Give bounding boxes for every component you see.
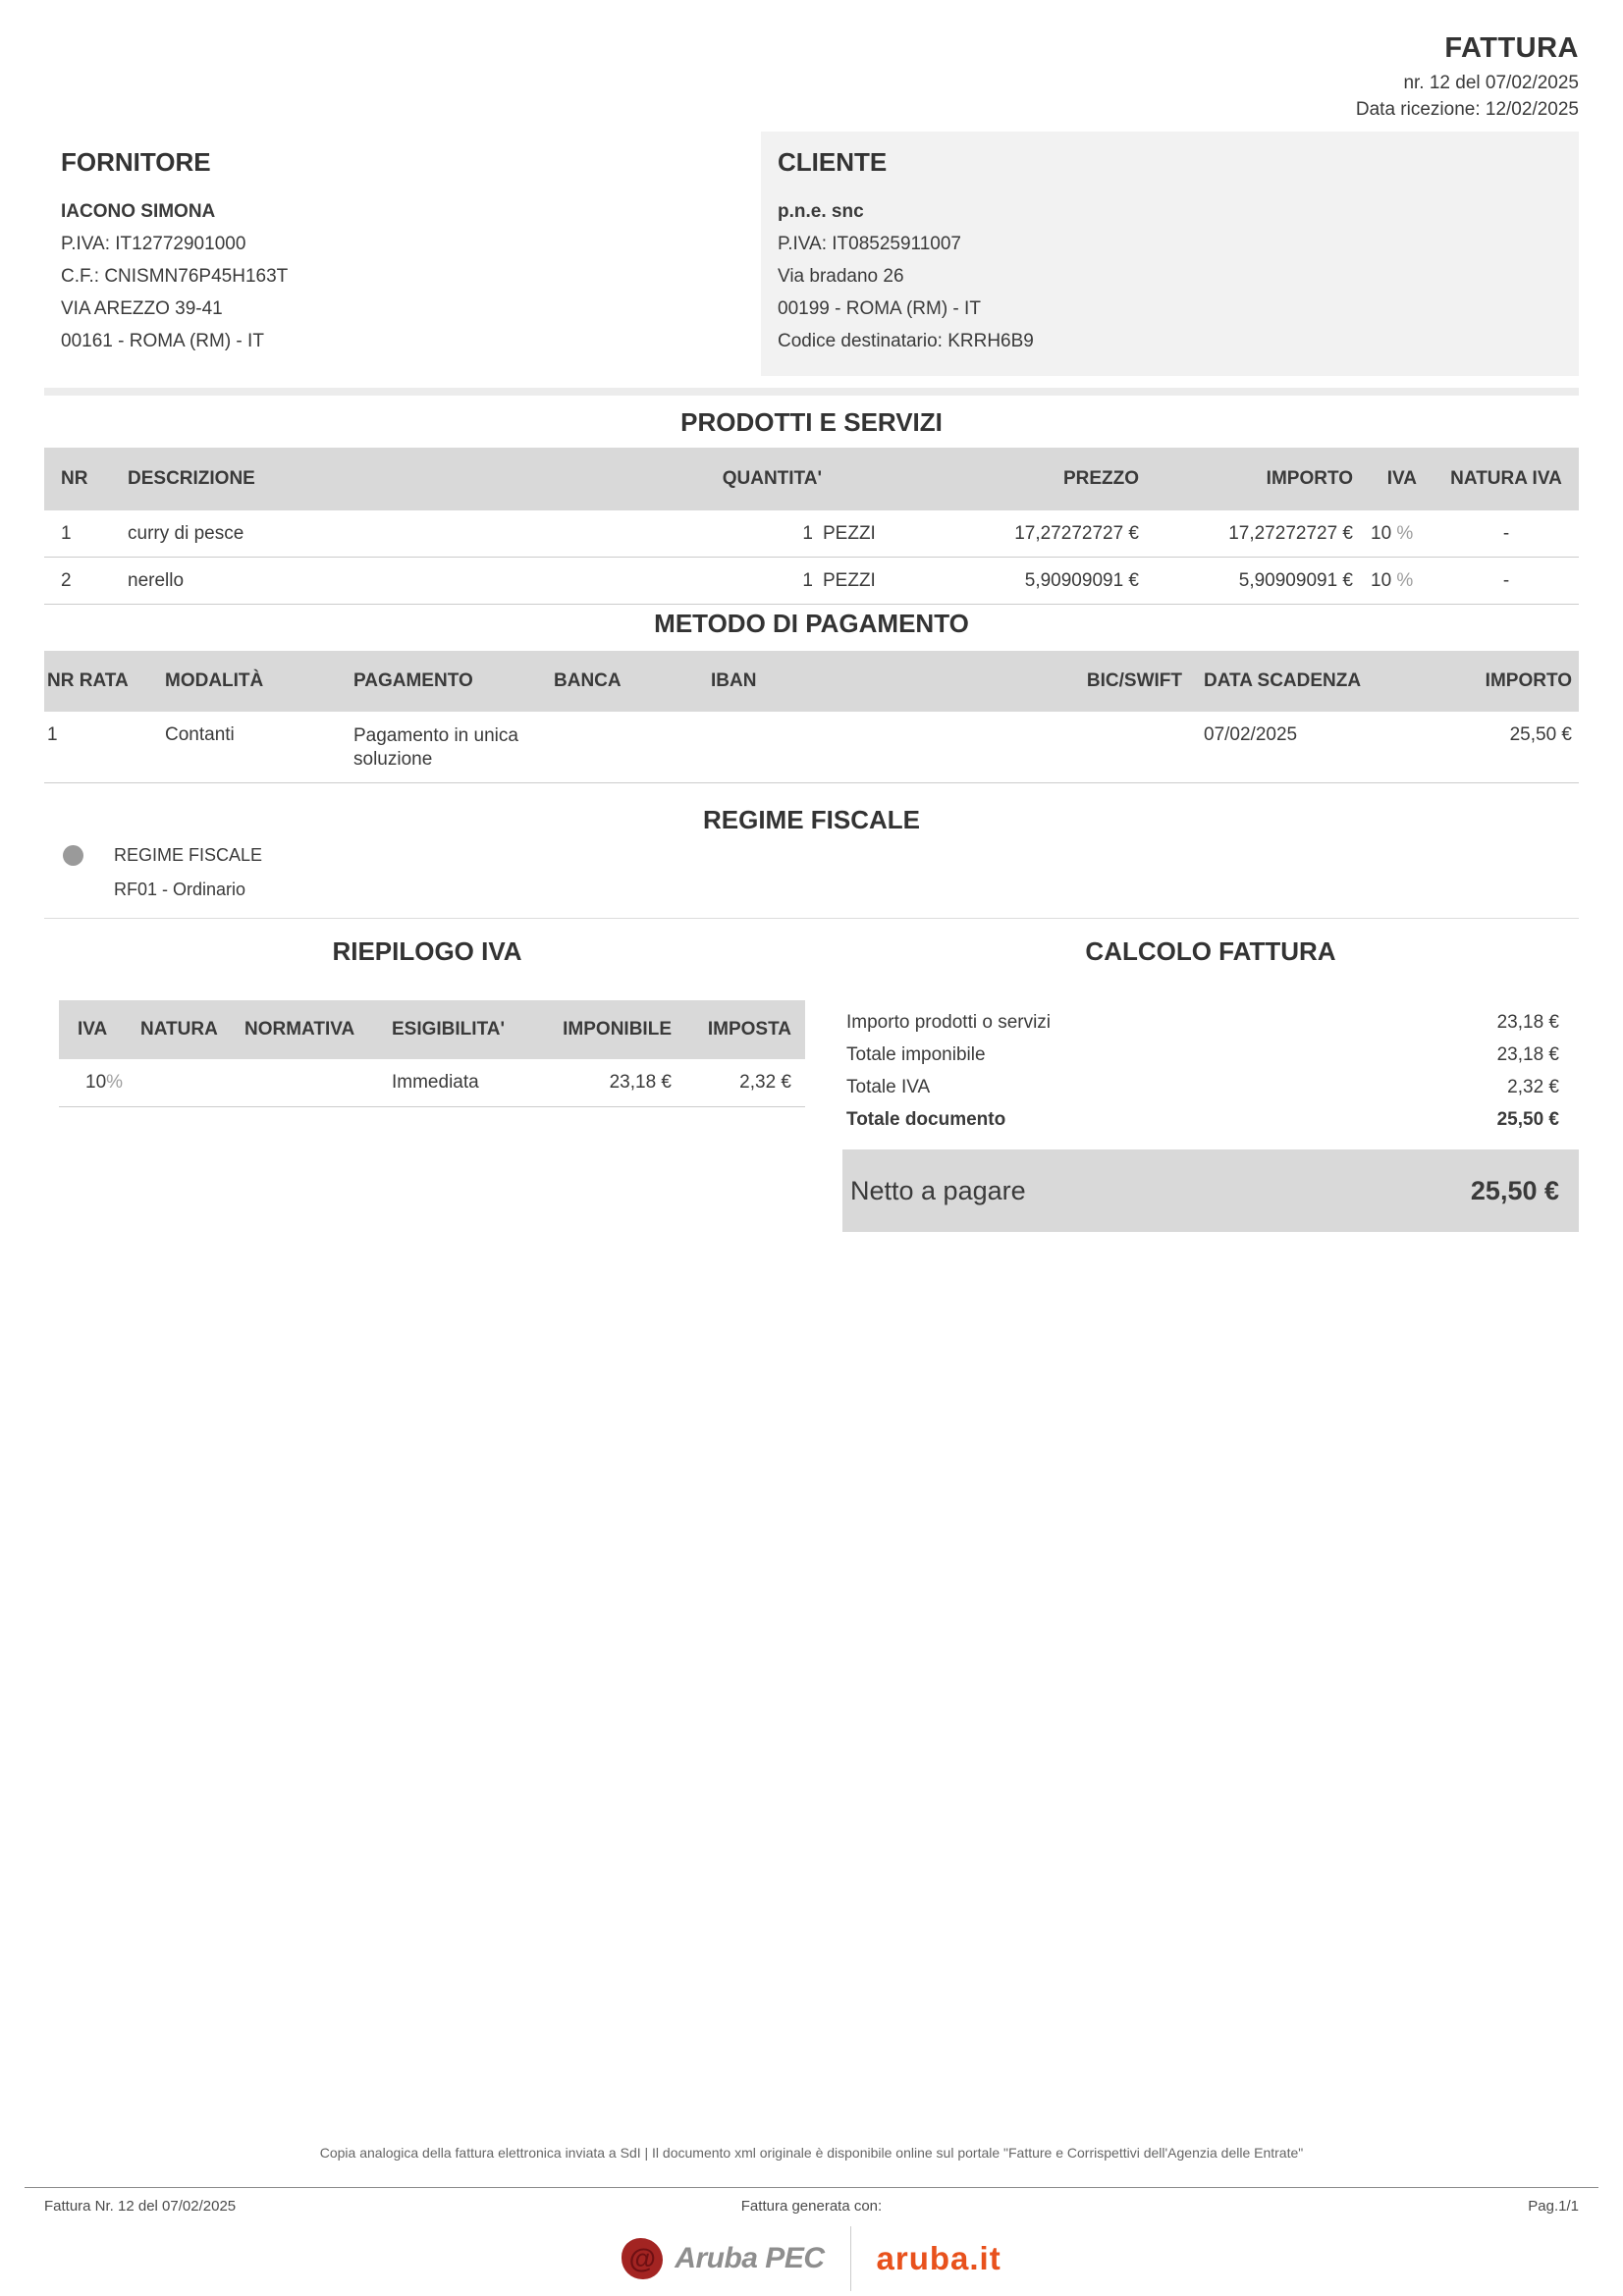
calc-row <box>842 1006 1579 1039</box>
product-vat-nature: - <box>1502 522 1510 544</box>
calc-row-total-document <box>842 1103 1579 1136</box>
calc-value: 23,18 € <box>1496 1012 1559 1033</box>
customer-vat: P.IVA: IT08525911007 <box>778 234 961 254</box>
vat-summary-heading: RIEPILOGO IVA <box>332 936 522 966</box>
col-iva: IVA <box>1386 468 1417 489</box>
col-normativa: NORMATIVA <box>244 1019 355 1040</box>
payment-nr: 1 <box>47 724 58 745</box>
calc-value: 2,32 € <box>1507 1077 1559 1097</box>
net-to-pay-label: Netto a pagare <box>850 1175 1026 1205</box>
supplier-address: VIA AREZZO 39-41 <box>61 298 223 319</box>
calc-label: Totale IVA <box>846 1077 931 1097</box>
document-header <box>0 0 1623 120</box>
supplier-heading: FORNITORE <box>61 147 211 177</box>
invoice-calc-column <box>842 938 1579 1232</box>
payment-method: Contanti <box>165 724 235 745</box>
regime-divider <box>44 918 1579 919</box>
payment-table <box>44 651 1579 783</box>
vat-summary-column <box>44 938 810 1232</box>
vat-chargeability: Immediata <box>392 1072 479 1093</box>
parties-section <box>44 132 1579 376</box>
product-vat-rate <box>1353 523 1434 545</box>
payment-bic <box>897 712 1182 724</box>
calc-label: Totale imponibile <box>846 1044 986 1065</box>
footer-invoice-ref: Fattura Nr. 12 del 07/02/2025 <box>44 2198 237 2215</box>
aruba-pec-logo-text: Aruba PEC <box>675 2242 825 2274</box>
calc-row <box>842 1071 1579 1103</box>
vat-rate-percent-sign: % <box>1396 569 1414 591</box>
calc-value: 25,50 € <box>1496 1109 1559 1130</box>
calc-label: Totale documento <box>846 1109 1006 1130</box>
product-nr: 2 <box>61 569 72 591</box>
vat-rate-number: 10 <box>85 1072 107 1093</box>
footer-page-number: Pag.1/1 <box>1528 2198 1579 2215</box>
col-banca: BANCA <box>554 670 622 691</box>
vat-rate-number: 10 <box>1371 569 1392 591</box>
col-modalita: MODALITÀ <box>165 670 264 691</box>
col-prezzo: PREZZO <box>1062 468 1139 489</box>
product-nr: 1 <box>61 522 72 544</box>
col-data-scadenza: DATA SCADENZA <box>1204 670 1362 691</box>
product-quantity-cell <box>452 570 913 592</box>
net-to-pay-box <box>842 1149 1579 1232</box>
product-description: curry di pesce <box>128 522 244 544</box>
footer-legal-note: Copia analogica della fattura elettronica inviata a SdI | Il documento xml originale è disponibile online sul portale "Fatture e Corrispettivi dell'Agenzia delle Entrate" <box>319 2145 1304 2161</box>
product-description: nerello <box>128 569 185 591</box>
products-table-header <box>44 448 1579 510</box>
vat-rate-number: 10 <box>1371 522 1392 544</box>
vat-taxable-amount: 23,18 € <box>609 1072 672 1093</box>
invoice-calc-heading: CALCOLO FATTURA <box>1085 936 1336 966</box>
vat-tax-amount: 2,32 € <box>739 1072 791 1093</box>
section-divider-strip <box>44 388 1579 396</box>
col-importo: IMPORTO <box>1266 468 1353 489</box>
col-bic-swift: BIC/SWIFT <box>1086 670 1182 691</box>
product-unit: PEZZI <box>823 522 876 544</box>
payment-table-header <box>44 651 1579 712</box>
col-iban: IBAN <box>711 670 757 691</box>
supplier-vat: P.IVA: IT12772901000 <box>61 234 246 254</box>
payment-row <box>44 712 1579 783</box>
col-importo: IMPORTO <box>1485 670 1572 691</box>
product-amount: 5,90909091 € <box>1238 569 1353 591</box>
col-quantita: QUANTITA' <box>722 468 822 489</box>
vat-rate-percent-sign: % <box>1396 522 1414 544</box>
invoice-title: FATTURA <box>1444 32 1579 64</box>
regime-label: REGIME FISCALE <box>114 845 263 865</box>
product-quantity: 1 <box>802 569 813 591</box>
col-nr: NR <box>61 468 88 489</box>
product-price: 17,27272727 € <box>1014 522 1139 544</box>
product-amount: 17,27272727 € <box>1228 522 1353 544</box>
vat-rate <box>59 1072 140 1094</box>
products-table <box>44 448 1579 605</box>
vat-summary-row <box>59 1059 805 1107</box>
product-row <box>44 558 1579 605</box>
product-price: 5,90909091 € <box>1024 569 1139 591</box>
col-natura-iva: NATURA IVA <box>1450 468 1562 489</box>
regime-value: RF01 - Ordinario <box>114 880 246 899</box>
supplier-section <box>44 132 761 376</box>
col-imponibile: IMPONIBILE <box>563 1019 672 1040</box>
footer-divider <box>25 2187 1598 2188</box>
vat-rate-percent-sign: % <box>106 1072 124 1093</box>
product-row <box>44 510 1579 558</box>
col-esigibilita: ESIGIBILITA' <box>392 1019 506 1040</box>
col-descrizione: DESCRIZIONE <box>128 468 255 489</box>
col-pagamento: PAGAMENTO <box>353 670 473 691</box>
col-natura: NATURA <box>140 1019 218 1040</box>
products-heading: PRODOTTI E SERVIZI <box>680 407 943 437</box>
product-unit: PEZZI <box>823 569 876 591</box>
footer-logos <box>0 2226 1623 2291</box>
supplier-name: IACONO SIMONA <box>61 201 216 222</box>
aruba-pec-logo <box>622 2238 824 2279</box>
payment-due-date: 07/02/2025 <box>1204 724 1298 745</box>
regime-bullet-icon <box>63 845 83 866</box>
footer-info-row <box>44 2198 1579 2215</box>
summary-section <box>44 938 1579 1232</box>
aruba-pec-seal-icon: @ <box>622 2238 663 2279</box>
col-imposta: IMPOSTA <box>707 1019 791 1040</box>
payment-iban <box>711 712 897 724</box>
calc-value: 23,18 € <box>1496 1044 1559 1065</box>
customer-name: p.n.e. snc <box>778 201 864 222</box>
product-vat-nature: - <box>1502 569 1510 591</box>
logo-divider <box>850 2226 851 2291</box>
net-to-pay-value: 25,50 € <box>1470 1175 1559 1205</box>
payment-bank <box>554 712 711 724</box>
calc-row <box>842 1039 1579 1071</box>
customer-heading: CLIENTE <box>778 147 888 177</box>
payment-amount: 25,50 € <box>1509 724 1572 745</box>
customer-sdi-code: Codice destinatario: KRRH6B9 <box>778 331 1034 351</box>
calc-label: Importo prodotti o servizi <box>846 1012 1052 1033</box>
customer-section <box>761 132 1579 376</box>
vat-summary-table-header <box>59 1000 805 1059</box>
supplier-city: 00161 - ROMA (RM) - IT <box>61 331 264 351</box>
invoice-reception-line: Data ricezione: 12/02/2025 <box>1355 99 1579 120</box>
supplier-fiscal-code: C.F.: CNISMN76P45H163T <box>61 266 289 287</box>
product-quantity-cell <box>452 523 913 545</box>
aruba-it-logo: aruba.it <box>876 2240 1001 2276</box>
product-vat-rate <box>1353 570 1434 592</box>
payment-heading: METODO DI PAGAMENTO <box>654 609 969 638</box>
footer-generated-with: Fattura generata con: <box>740 2198 883 2215</box>
vat-summary-table <box>59 1000 805 1107</box>
payment-type: Pagamento in unica soluzione <box>353 725 518 770</box>
regime-row <box>44 845 1579 866</box>
page-footer <box>0 2145 1623 2291</box>
invoice-number-line: nr. 12 del 07/02/2025 <box>1403 73 1579 93</box>
col-iva: IVA <box>78 1019 108 1040</box>
customer-city: 00199 - ROMA (RM) - IT <box>778 298 981 319</box>
invoice-calc-rows <box>842 1006 1579 1136</box>
regime-heading: REGIME FISCALE <box>702 805 920 834</box>
product-quantity: 1 <box>802 522 813 544</box>
col-nr-rata: NR RATA <box>47 670 129 691</box>
customer-address: Via bradano 26 <box>778 266 904 287</box>
